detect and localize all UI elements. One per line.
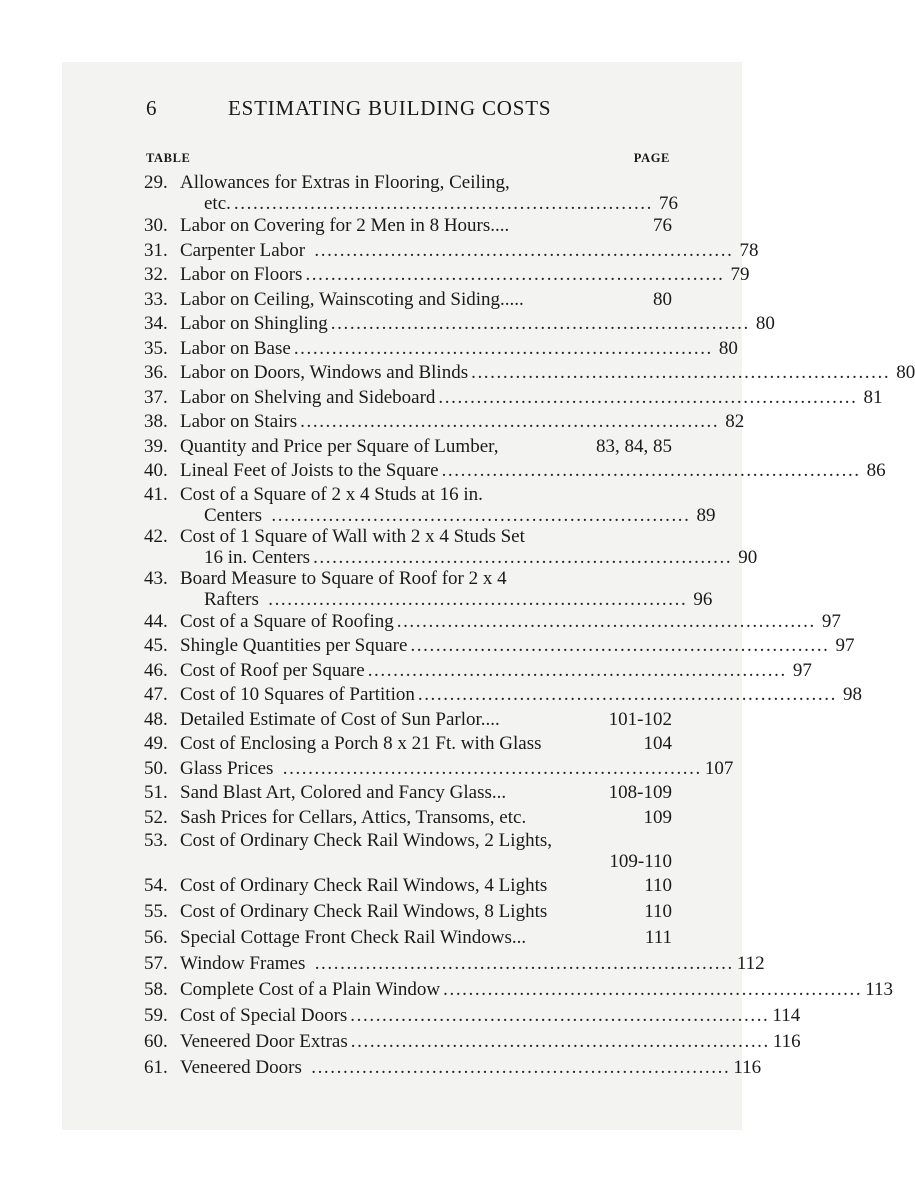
- entry-number: 51.: [144, 782, 168, 803]
- entry-title: Lineal Feet of Joists to the Square: [180, 460, 439, 481]
- entry-number: 56.: [144, 927, 168, 948]
- toc-entry-51: [144, 781, 672, 806]
- toc-entry-30: [144, 214, 672, 239]
- entry-page: 107: [704, 757, 734, 779]
- entry-number: 34.: [144, 313, 168, 334]
- entry-number: 42.: [144, 525, 168, 547]
- entry-title: Cost of Ordinary Check Rail Windows, 2 Lights,: [180, 830, 552, 851]
- entry-number: 40.: [144, 460, 168, 481]
- entry-page: 98: [842, 684, 862, 705]
- column-headings: [146, 151, 670, 166]
- entry-page: 114: [772, 1005, 801, 1026]
- dot-leader: ..................................................................: [417, 684, 837, 705]
- entry-title: Cost of a Square of Roofing: [180, 610, 394, 632]
- entry-number: 55.: [144, 901, 168, 922]
- entry-title: Labor on Stairs: [180, 411, 298, 432]
- entry-page: 89: [696, 504, 716, 526]
- toc-entry-37: [144, 386, 883, 411]
- entry-page: 101-102: [608, 708, 672, 730]
- toc-entry-55: [144, 899, 672, 925]
- entry-number: 59.: [144, 1005, 168, 1026]
- toc-entry-50: [144, 757, 734, 782]
- entry-page: 97: [821, 610, 841, 632]
- table-column-heading: TABLE: [146, 151, 191, 165]
- entry-number: 29.: [144, 172, 168, 193]
- dot-leader: ..................................................................: [313, 546, 733, 568]
- page-number: 6: [146, 96, 158, 120]
- entry-page: 80: [718, 337, 738, 359]
- toc-entry-35: [144, 337, 738, 362]
- entry-number: 36.: [144, 362, 168, 383]
- entry-page: 78: [739, 239, 759, 261]
- entry-number: 37.: [144, 386, 168, 408]
- dot-leader: ..................................................................: [350, 1031, 770, 1052]
- entry-number: 39.: [144, 435, 168, 457]
- entry-number: 44.: [144, 610, 168, 632]
- toc-entry-45: [144, 634, 855, 659]
- toc-entry-47: [144, 683, 862, 708]
- dot-leader: ..................................................................: [265, 504, 691, 526]
- toc-entry-52: [144, 806, 672, 831]
- entry-page: 108-109: [608, 782, 672, 803]
- toc-entry-42: [144, 525, 758, 568]
- toc-entry-54: [144, 873, 672, 899]
- toc-entry-38: [144, 410, 745, 435]
- entry-number: 53.: [144, 830, 168, 851]
- entry-number: 38.: [144, 411, 168, 432]
- entry-number: 43.: [144, 567, 168, 589]
- entry-page: 80: [755, 313, 775, 334]
- dot-leader: ..................................................................: [233, 193, 654, 214]
- toc-entry-56: [144, 925, 672, 951]
- entry-title-continued: etc.: [204, 193, 231, 214]
- entry-number: 52.: [144, 806, 168, 828]
- toc-entry-59: [144, 1003, 801, 1029]
- entry-number: 57.: [144, 953, 168, 974]
- entry-title: Allowances for Extras in Flooring, Ceiling,: [180, 172, 510, 193]
- entry-number: 30.: [144, 215, 168, 236]
- dot-leader: ..................................................................: [276, 757, 702, 779]
- toc-entry-39: [144, 435, 672, 460]
- entry-page: 96: [693, 588, 713, 610]
- running-header: [146, 96, 676, 121]
- entry-title: Complete Cost of a Plain Window: [180, 979, 441, 1000]
- toc-entry-36: [144, 361, 915, 386]
- entry-page: 110: [644, 875, 672, 896]
- entry-number: 49.: [144, 733, 168, 754]
- entry-title: Quantity and Price per Square of Lumber,: [180, 435, 499, 457]
- entry-page: 112: [736, 953, 765, 974]
- toc-entry-46: [144, 659, 812, 684]
- dot-leader: ..................................................................: [443, 979, 863, 1000]
- entry-title-continued: 16 in. Centers: [204, 546, 311, 568]
- toc-entry-41: [144, 483, 716, 526]
- dot-leader: ..................................................................: [438, 386, 858, 408]
- toc-entry-61: [144, 1055, 762, 1081]
- table-of-contents: [144, 172, 915, 1081]
- toc-entry-58: [144, 977, 894, 1003]
- entry-title: Cost of Ordinary Check Rail Windows, 8 Lights: [180, 901, 548, 922]
- entry-title: Sash Prices for Cellars, Attics, Transoms, etc.: [180, 806, 527, 828]
- entry-number: 31.: [144, 239, 168, 261]
- entry-title: Cost of Roof per Square: [180, 659, 365, 681]
- entry-page: 76: [653, 215, 672, 236]
- toc-entry-32: [144, 263, 750, 288]
- entry-page: 79: [730, 264, 750, 285]
- dot-leader: ..................................................................: [300, 411, 720, 432]
- entry-title: Labor on Doors, Windows and Blinds: [180, 362, 469, 383]
- toc-entry-40: [144, 459, 886, 484]
- entry-title: Veneered Doors: [180, 1057, 302, 1078]
- entry-title: Labor on Floors: [180, 264, 303, 285]
- dot-leader: ..................................................................: [293, 337, 713, 359]
- entry-title: Veneered Door Extras: [180, 1031, 348, 1052]
- entry-number: 35.: [144, 337, 168, 359]
- entry-number: 60.: [144, 1031, 168, 1052]
- dot-leader: ..................................................................: [396, 610, 816, 632]
- toc-entry-31: [144, 239, 759, 264]
- entry-page: 80: [896, 362, 915, 383]
- dot-leader: ..................................................................: [304, 1057, 731, 1078]
- toc-entry-53: [144, 830, 672, 873]
- entry-page: 116: [733, 1057, 762, 1078]
- dot-leader: ..................................................................: [367, 659, 787, 681]
- entry-title: Cost of Enclosing a Porch 8 x 21 Ft. with Glass: [180, 733, 542, 754]
- entry-page: 110: [644, 901, 672, 922]
- dot-leader: ..................................................................: [441, 460, 861, 481]
- entry-title: Labor on Base: [180, 337, 291, 359]
- dot-leader: ..................................................................: [330, 313, 750, 334]
- entry-number: 41.: [144, 483, 168, 505]
- entry-title: Glass Prices: [180, 757, 274, 779]
- dot-leader: ..................................................................: [350, 1005, 770, 1026]
- dot-leader: ..................................................................: [308, 953, 734, 974]
- dot-leader: ..................................................................: [261, 588, 688, 610]
- entry-title: Labor on Ceiling, Wainscoting and Siding.....: [180, 288, 524, 310]
- entry-page: 80: [653, 288, 672, 310]
- entry-page: 97: [792, 659, 812, 681]
- entry-number: 50.: [144, 757, 168, 779]
- toc-entry-29: [144, 172, 679, 214]
- running-title: ESTIMATING BUILDING COSTS: [228, 96, 552, 120]
- dot-leader: ..................................................................: [305, 264, 725, 285]
- entry-title: Special Cottage Front Check Rail Windows...: [180, 927, 527, 948]
- entry-page: 76: [659, 193, 679, 214]
- entry-title-continued: Centers: [204, 504, 263, 526]
- toc-entry-60: [144, 1029, 801, 1055]
- dot-leader: ..................................................................: [471, 362, 891, 383]
- entry-title: Carpenter Labor: [180, 239, 306, 261]
- toc-entry-48: [144, 708, 672, 733]
- entry-number: 48.: [144, 708, 168, 730]
- toc-entry-49: [144, 732, 672, 757]
- entry-title: Cost of 10 Squares of Partition: [180, 684, 415, 705]
- entry-title: Cost of Special Doors: [180, 1005, 348, 1026]
- entry-title: Board Measure to Square of Roof for 2 x 4: [180, 567, 507, 589]
- entry-number: 46.: [144, 659, 168, 681]
- entry-title: Cost of Ordinary Check Rail Windows, 4 Lights: [180, 875, 548, 896]
- dot-leader: ..................................................................: [410, 635, 830, 656]
- entry-title: Sand Blast Art, Colored and Fancy Glass...: [180, 782, 507, 803]
- entry-number: 54.: [144, 875, 168, 896]
- entry-number: 61.: [144, 1057, 168, 1078]
- dot-leader: ..................................................................: [308, 239, 734, 261]
- toc-entry-34: [144, 312, 775, 337]
- entry-title: Detailed Estimate of Cost of Sun Parlor....: [180, 708, 500, 730]
- page-column-heading: PAGE: [633, 151, 670, 165]
- entry-title: Labor on Shingling: [180, 313, 328, 334]
- entry-title: Cost of 1 Square of Wall with 2 x 4 Studs Set: [180, 525, 525, 547]
- entry-page: 90: [738, 546, 758, 568]
- entry-title: Labor on Shelving and Sideboard: [180, 386, 436, 408]
- entry-title: Shingle Quantities per Square: [180, 635, 408, 656]
- entry-number: 47.: [144, 684, 168, 705]
- entry-title-continued: Rafters: [204, 588, 259, 610]
- entry-page: 97: [835, 635, 855, 656]
- entry-number: 32.: [144, 264, 168, 285]
- entry-number: 33.: [144, 288, 168, 310]
- entry-page: 109: [643, 806, 672, 828]
- entry-page: 116: [772, 1031, 801, 1052]
- entry-page: 109-110: [609, 851, 672, 872]
- toc-entry-57: [144, 951, 765, 977]
- toc-entry-33: [144, 288, 672, 313]
- entry-page: 82: [725, 411, 745, 432]
- entry-number: 45.: [144, 635, 168, 656]
- entry-title: Labor on Covering for 2 Men in 8 Hours....: [180, 215, 510, 236]
- entry-page: 111: [644, 927, 672, 948]
- entry-title: Window Frames: [180, 953, 306, 974]
- entry-page: 104: [643, 733, 672, 754]
- entry-title: Cost of a Square of 2 x 4 Studs at 16 in.: [180, 483, 483, 505]
- entry-page: 86: [866, 460, 886, 481]
- entry-page: 83, 84, 85: [596, 435, 672, 457]
- entry-page: 113: [865, 979, 894, 1000]
- entry-number: 58.: [144, 979, 168, 1000]
- entry-page: 81: [863, 386, 883, 408]
- toc-entry-44: [144, 610, 841, 635]
- toc-entry-43: [144, 567, 713, 610]
